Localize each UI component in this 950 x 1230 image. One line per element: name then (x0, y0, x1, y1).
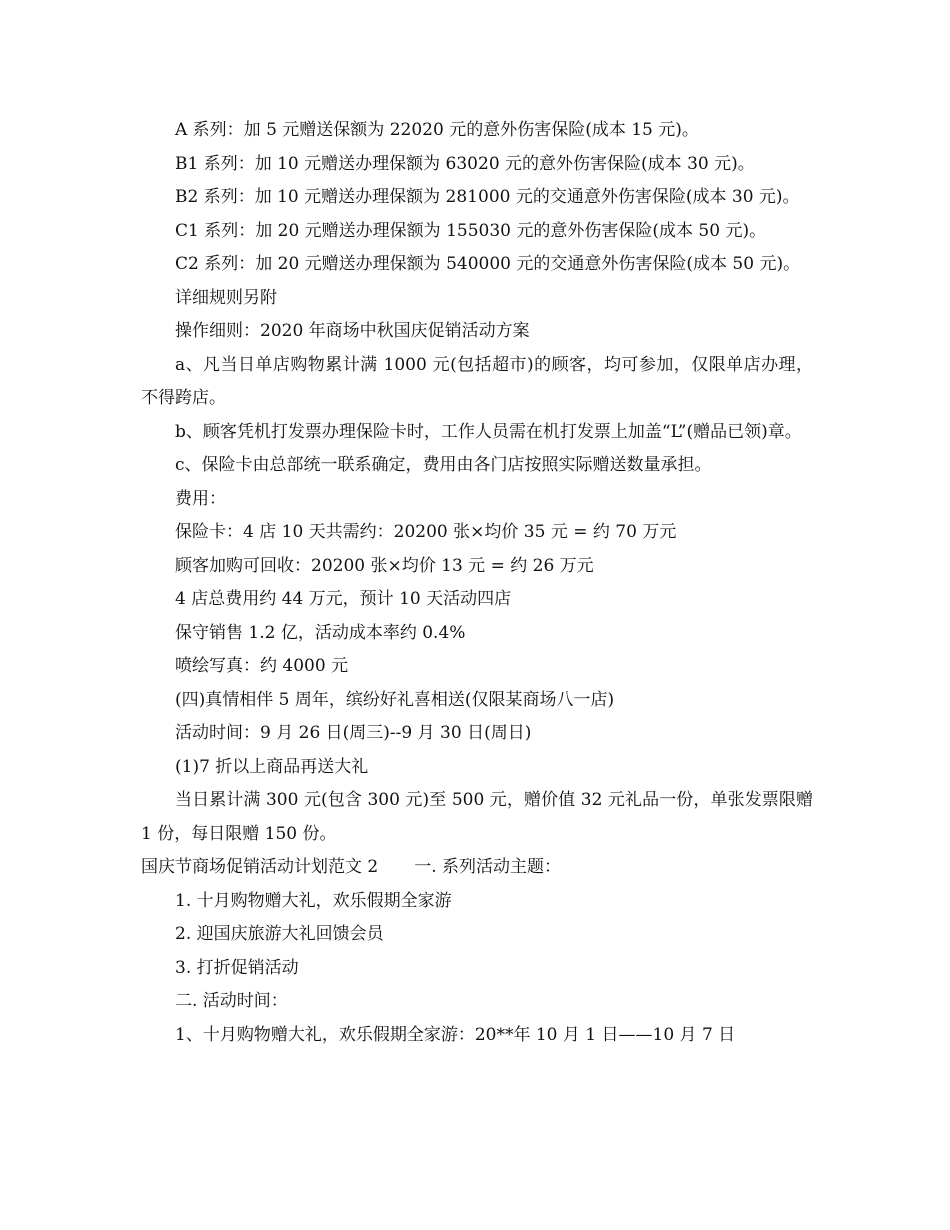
list-item-theme-1: 1. 十月购物赠大礼，欢乐假期全家游 (175, 890, 452, 911)
paragraph-daily-gift: 当日累计满 300 元(包含 300 元)至 500 元，赠价值 32 元礼品一份，单张发票限赠 1 份，每日限赠 150 份。 (141, 790, 813, 844)
text-line-rules-attached: 详细规则另附 (175, 287, 277, 308)
text-line-b1-series: B1 系列：加 10 元赠送办理保额为 63020 元的意外伤害保险(成本 30 元)。 (175, 153, 755, 174)
text-line-rule-c: c、保险卡由总部统一联系确定，费用由各门店按照实际赠送数量承担。 (175, 455, 712, 475)
series-theme-heading: 一. 系列活动主题： (414, 857, 562, 877)
text-line-section-four: (四)真情相伴 5 周年，缤纷好礼喜相送(仅限某商场八一店) (175, 689, 615, 710)
text-line-activity-time: 活动时间：9 月 26 日(周三)--9 月 30 日(周日) (175, 723, 532, 743)
text-line-activity-time-heading: 二. 活动时间： (175, 991, 288, 1011)
sample-title: 国庆节商场促销活动计划范文 2 (141, 857, 379, 877)
text-line-printing-cost: 喷绘写真：约 4000 元 (175, 656, 349, 676)
text-line-time-item-1: 1、十月购物赠大礼，欢乐假期全家游：20**年 10 月 1 日——10 月 7 日 (175, 1024, 736, 1045)
text-line-c1-series: C1 系列：加 20 元赠送办理保额为 155030 元的意外伤害保险(成本 50 元)。 (175, 220, 767, 241)
document-body (141, 114, 813, 1052)
paragraph-rule-a: a、凡当日单店购物累计满 1000 元(包括超市)的顾客，均可参加，仅限单店办理，不得跨店。 (141, 354, 813, 408)
text-line-c2-series: C2 系列：加 20 元赠送办理保额为 540000 元的交通意外伤害保险(成本 50 元)。 (175, 254, 801, 274)
list-item-theme-2: 2. 迎国庆旅游大礼回馈会员 (175, 924, 384, 944)
text-line-a-series: A 系列：加 5 元赠送保额为 22020 元的意外伤害保险(成本 15 元)。 (175, 120, 699, 140)
list-item-theme-3: 3. 打折促销活动 (175, 957, 299, 978)
text-line-insurance-card-cost: 保险卡：4 店 10 天共需约：20200 张×均价 35 元 = 约 70 万元 (175, 522, 677, 542)
paragraph-rule-b: b、顾客凭机打发票办理保险卡时，工作人员需在机打发票上加盖“L”(赠品已领)章。 (175, 421, 802, 442)
text-line-recoverable: 顾客加购可回收：20200 张×均价 13 元 = 约 26 万元 (175, 555, 594, 576)
text-line-sample-title (141, 851, 813, 885)
text-line-b2-series: B2 系列：加 10 元赠送办理保额为 281000 元的交通意外伤害保险(成本 30 元)。 (175, 187, 800, 207)
text-line-cost-heading: 费用： (175, 488, 226, 509)
text-line-discount-gift: (1)7 折以上商品再送大礼 (175, 756, 369, 777)
text-line-total-cost: 4 店总费用约 44 万元，预计 10 天活动四店 (175, 589, 512, 609)
text-line-operation-rules: 操作细则：2020 年商场中秋国庆促销活动方案 (175, 321, 530, 341)
text-line-sales-estimate: 保守销售 1.2 亿，活动成本率约 0.4% (175, 622, 466, 643)
